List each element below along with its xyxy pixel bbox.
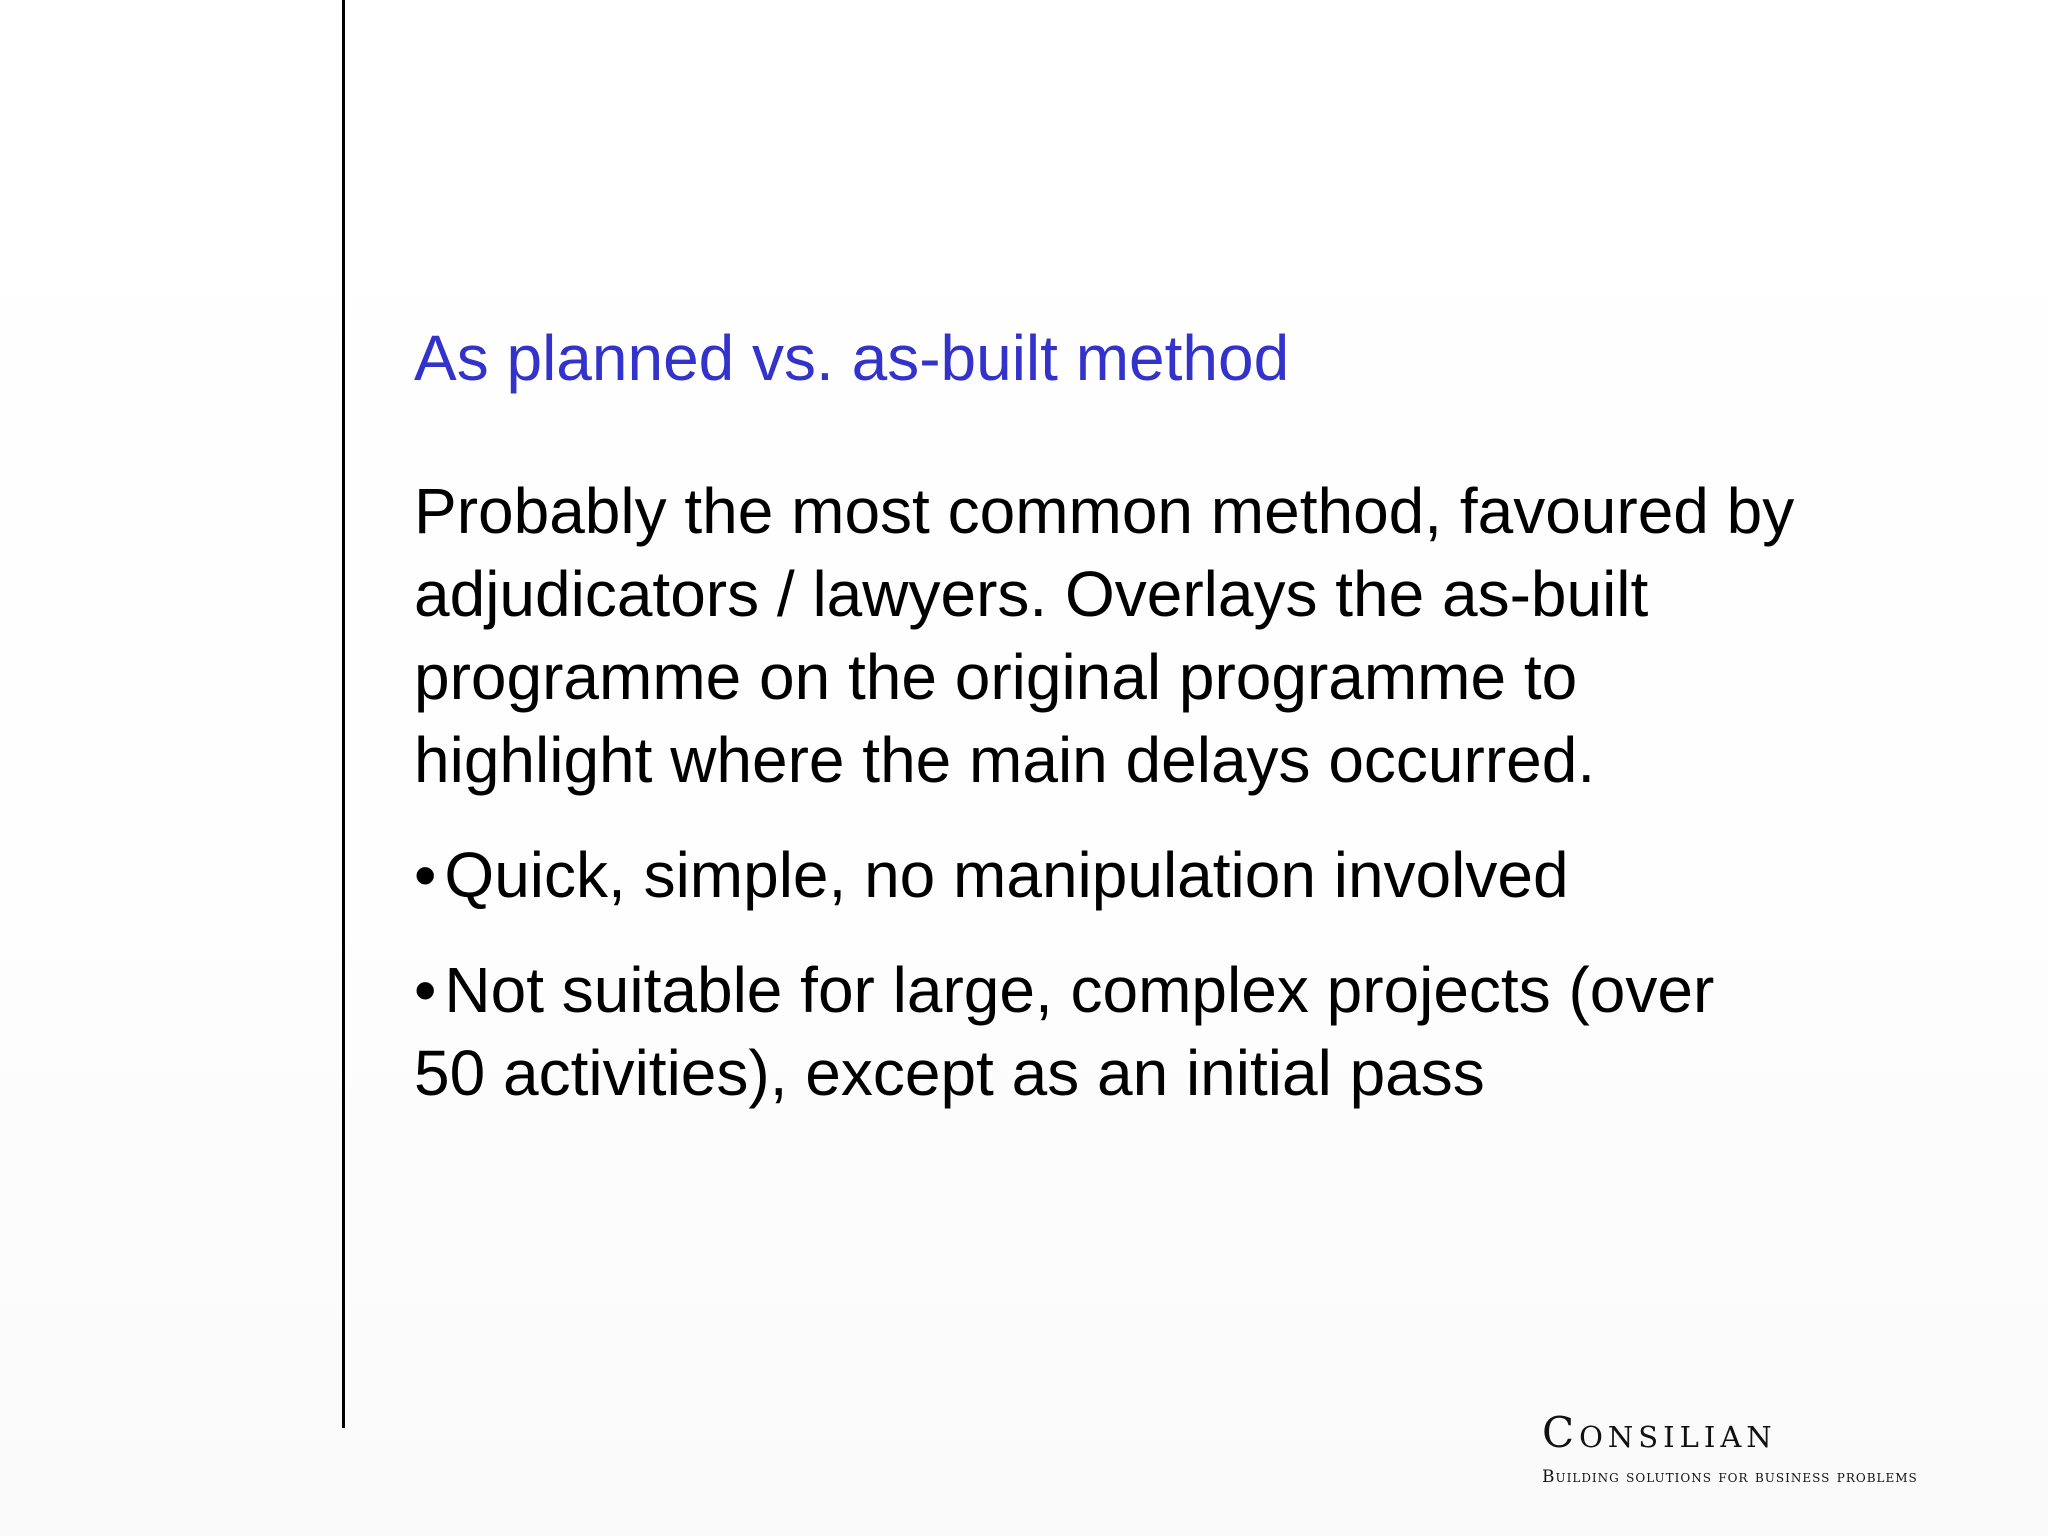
bullet-line: 50 activities), except as an initial pass (414, 1037, 1485, 1109)
slide-body (414, 470, 1954, 1147)
intro-line: highlight where the main delays occurred. (414, 724, 1596, 796)
vertical-divider (342, 0, 345, 1428)
bullet-line: Quick, simple, no manipulation involved (444, 839, 1569, 911)
intro-line: Probably the most common method, favoured by (414, 475, 1795, 547)
brand-logo (1542, 1406, 1918, 1488)
bullet-icon: • (414, 954, 437, 1026)
intro-line: programme on the original programme to (414, 641, 1578, 713)
brand-name: Consilian (1542, 1408, 1777, 1457)
bullet-icon: • (414, 839, 437, 911)
slide-title: As planned vs. as-built method (414, 322, 1290, 394)
intro-paragraph (414, 470, 1954, 802)
bullet-item (414, 949, 1954, 1115)
bullet-line: Not suitable for large, complex projects (over (444, 954, 1715, 1026)
intro-line: adjudicators / lawyers. Overlays the as-built (414, 558, 1649, 630)
brand-tagline: Building solutions for business problems (1542, 1467, 1918, 1487)
bullet-item (414, 834, 1954, 917)
